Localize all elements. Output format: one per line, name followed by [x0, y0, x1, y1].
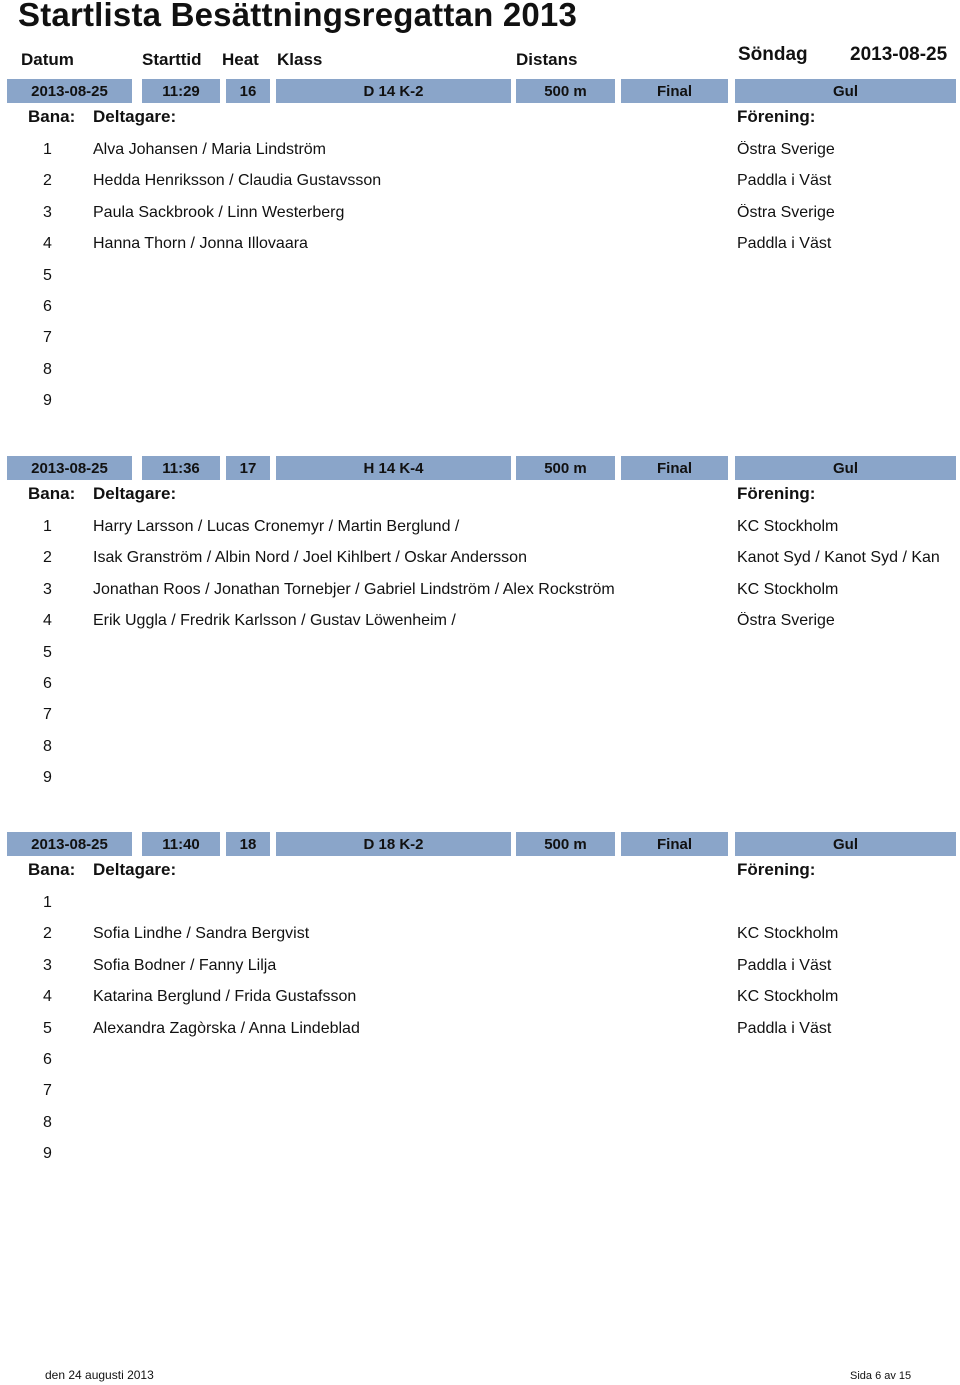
- heat-number: 17: [226, 456, 270, 480]
- heat-distance: 500 m: [516, 456, 615, 480]
- club-name: Östra Sverige: [737, 612, 835, 630]
- table-row: [0, 581, 960, 612]
- heat-round: Final: [621, 79, 728, 103]
- participants: Katarina Berglund / Frida Gustafsson: [93, 988, 357, 1006]
- participants: Isak Granström / Albin Nord / Joel Kihlbert / Oskar Andersson: [93, 549, 527, 567]
- participants: Alexandra Zagòrska / Anna Lindeblad: [93, 1019, 360, 1037]
- table-row: [0, 361, 960, 392]
- participants: Erik Uggla / Fredrik Karlsson / Gustav Löwenheim /: [93, 612, 456, 630]
- lane-number: 1: [43, 894, 52, 911]
- club-name: Östra Sverige: [737, 141, 835, 158]
- column-header-participants: Deltagare:: [93, 860, 177, 879]
- club-name: Paddla i Väst: [737, 1019, 832, 1037]
- club-name: Paddla i Väst: [737, 172, 832, 190]
- heat-round: Final: [621, 456, 728, 480]
- lane-number: 9: [43, 769, 52, 787]
- participants: Sofia Lindhe / Sandra Bergvist: [93, 925, 310, 943]
- header-klass: Klass: [277, 50, 323, 69]
- footer-page-number: Sida 6 av 15: [850, 1370, 912, 1382]
- club-name: Kanot Syd / Kanot Syd / Kan: [737, 549, 940, 567]
- club-name: KC Stockholm: [737, 988, 839, 1006]
- column-header-lane: Bana:: [28, 484, 76, 503]
- header-day: Söndag: [738, 44, 808, 65]
- heat-distance: 500 m: [516, 832, 615, 856]
- participants: Alva Johansen / Maria Lindström: [93, 141, 326, 158]
- lane-number: 3: [43, 956, 52, 974]
- lane-number: 6: [43, 1051, 52, 1068]
- club-name: KC Stockholm: [737, 925, 839, 943]
- header-date: 2013-08-25: [850, 44, 948, 65]
- heat-date: 2013-08-25: [7, 832, 132, 856]
- club-name: Paddla i Väst: [737, 956, 832, 974]
- heat-class: D 14 K-2: [276, 79, 511, 103]
- heat-start-time: 11:40: [142, 832, 220, 856]
- participants: Harry Larsson / Lucas Cronemyr / Martin Berglund /: [93, 518, 460, 535]
- heat-section: [0, 456, 960, 816]
- heat-start-time: 11:29: [142, 79, 220, 103]
- lane-number: 2: [43, 172, 52, 190]
- header-heat: Heat: [222, 50, 259, 69]
- table-row: [0, 706, 960, 737]
- header-datum: Datum: [21, 50, 74, 69]
- lane-number: 2: [43, 549, 52, 567]
- table-row: [0, 392, 960, 423]
- lane-number: 8: [43, 360, 52, 378]
- lane-number: 3: [43, 580, 52, 598]
- heat-color: Gul: [735, 456, 956, 480]
- heat-round: Final: [621, 832, 728, 856]
- heat-section: [0, 832, 960, 1192]
- heat-class: D 18 K-2: [276, 832, 511, 856]
- column-header-lane: Bana:: [28, 860, 76, 879]
- page-title: Startlista Besättningsregattan 2013: [18, 0, 578, 33]
- participants: Hanna Thorn / Jonna Illovaara: [93, 235, 308, 253]
- heat-number: 16: [226, 79, 270, 103]
- heat-date: 2013-08-25: [7, 79, 132, 103]
- lane-number: 7: [43, 706, 52, 724]
- lane-number: 5: [43, 266, 52, 284]
- table-row: [0, 141, 960, 172]
- column-header-lane: Bana:: [28, 107, 76, 126]
- table-row: [0, 549, 960, 580]
- participants: Paula Sackbrook / Linn Westerberg: [93, 203, 345, 221]
- lane-number: 8: [43, 1113, 52, 1131]
- table-row: [0, 329, 960, 360]
- heat-color: Gul: [735, 79, 956, 103]
- header-distans: Distans: [516, 50, 578, 69]
- table-row: [0, 267, 960, 298]
- lane-number: 5: [43, 643, 52, 661]
- table-row: [0, 1114, 960, 1145]
- lane-number: 5: [43, 1019, 52, 1037]
- lane-number: 4: [43, 612, 52, 630]
- column-header-club: Förening:: [737, 484, 816, 503]
- heat-start-time: 11:36: [142, 456, 220, 480]
- table-row: [0, 204, 960, 235]
- column-header-club: Förening:: [737, 107, 816, 126]
- lane-number: 4: [43, 235, 52, 253]
- heat-number: 18: [226, 832, 270, 856]
- lane-number: 7: [43, 329, 52, 347]
- table-row: [0, 644, 960, 675]
- table-row: [0, 1020, 960, 1051]
- table-row: [0, 769, 960, 800]
- lane-number: 9: [43, 1145, 52, 1163]
- table-row: [0, 518, 960, 549]
- lane-number: 4: [43, 988, 52, 1006]
- header-starttid: Starttid: [142, 50, 202, 69]
- lane-number: 6: [43, 298, 52, 315]
- club-name: Paddla i Väst: [737, 235, 832, 253]
- column-header-participants: Deltagare:: [93, 107, 177, 126]
- participants: Hedda Henriksson / Claudia Gustavsson: [93, 172, 382, 190]
- table-row: [0, 172, 960, 203]
- participants: Jonathan Roos / Jonathan Tornebjer / Gabriel Lindström / Alex Rockström: [93, 580, 615, 598]
- table-row: [0, 1145, 960, 1176]
- table-row: [0, 957, 960, 988]
- participants: Sofia Bodner / Fanny Lilja: [93, 956, 277, 974]
- lane-number: 6: [43, 675, 52, 692]
- table-row: [0, 1051, 960, 1082]
- heat-section: [0, 79, 960, 439]
- column-header-club: Förening:: [737, 860, 816, 879]
- column-header-participants: Deltagare:: [93, 484, 177, 503]
- heat-distance: 500 m: [516, 79, 615, 103]
- lane-number: 8: [43, 737, 52, 755]
- table-row: [0, 675, 960, 706]
- lane-number: 1: [43, 141, 52, 158]
- table-row: [0, 235, 960, 266]
- table-row: [0, 925, 960, 956]
- club-name: KC Stockholm: [737, 518, 839, 535]
- footer-printed-date: den 24 augusti 2013: [45, 1368, 154, 1382]
- table-row: [0, 298, 960, 329]
- club-name: KC Stockholm: [737, 580, 839, 598]
- table-row: [0, 612, 960, 643]
- table-row: [0, 988, 960, 1019]
- lane-number: 9: [43, 392, 52, 410]
- table-row: [0, 738, 960, 769]
- lane-number: 3: [43, 203, 52, 221]
- heat-class: H 14 K-4: [276, 456, 511, 480]
- lane-number: 2: [43, 925, 52, 943]
- table-row: [0, 1082, 960, 1113]
- heat-date: 2013-08-25: [7, 456, 132, 480]
- lane-number: 7: [43, 1082, 52, 1100]
- club-name: Östra Sverige: [737, 203, 835, 221]
- table-row: [0, 894, 960, 925]
- lane-number: 1: [43, 518, 52, 535]
- heat-color: Gul: [735, 832, 956, 856]
